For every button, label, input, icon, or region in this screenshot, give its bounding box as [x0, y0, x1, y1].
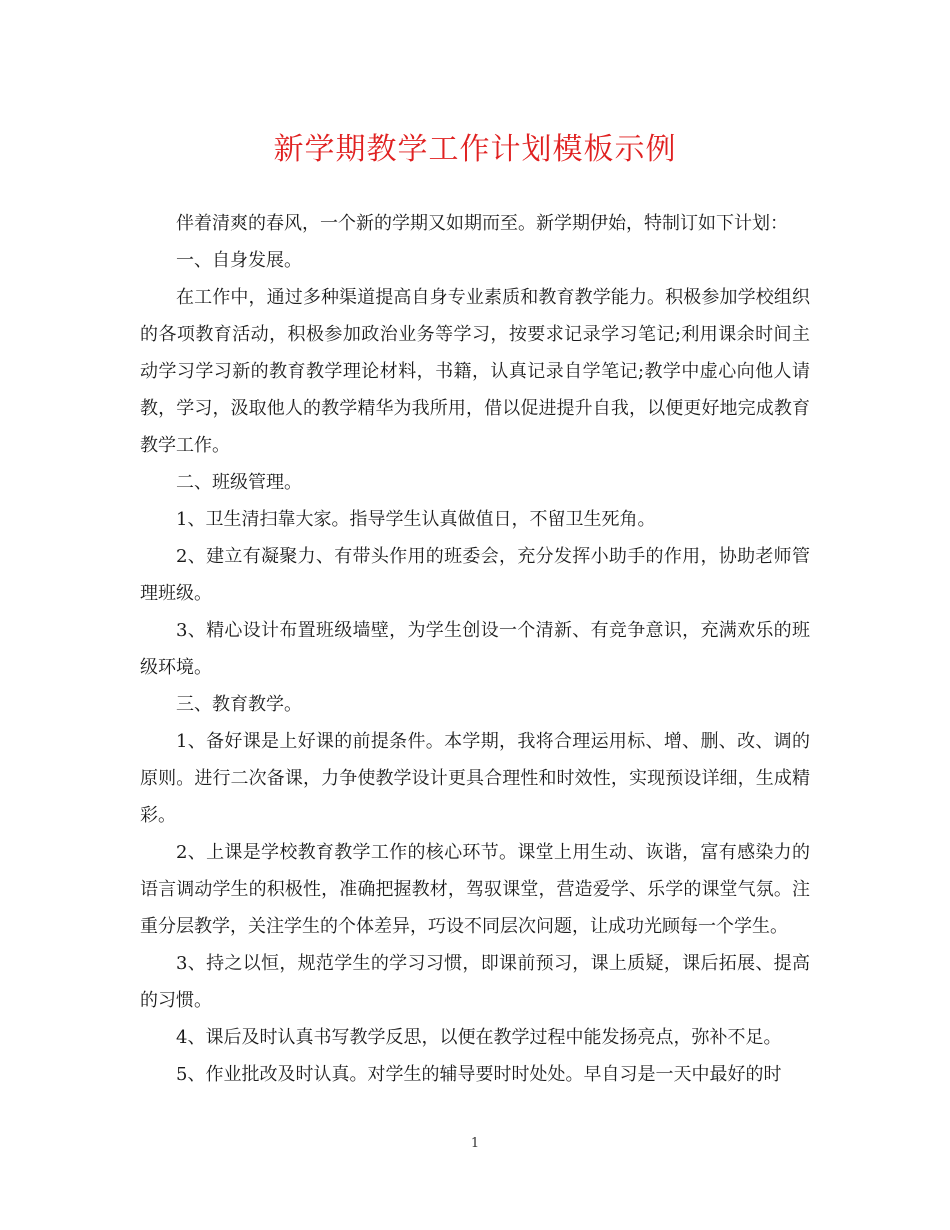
list-item-class-1: 1、卫生清扫靠大家。指导学生认真做值日，不留卫生死角。 [176, 509, 656, 530]
paragraph-intro: 伴着清爽的春风，一个新的学期又如期而至。新学期伊始，特制订如下计划： [176, 213, 788, 234]
list-item-teaching-5: 5、作业批改及时认真。对学生的辅导要时时处处。早自习是一天中最好的时 [176, 1064, 782, 1085]
document-body [140, 205, 810, 1093]
section-heading-teaching: 三、教育教学。 [176, 694, 302, 715]
document-title: 新学期教学工作计划模板示例 [273, 132, 677, 167]
paragraph-self-development: 在工作中，通过多种渠道提高自身专业素质和教育教学能力。积极参加学校组织的各项教育活动，积极参加政治业务等学习，按要求记录学习笔记;利用课余时间主动学习学习新的教育教学理论材料，书籍，认真记录自学笔记;教学中虚心向他人请教，学习，汲取他人的教学精华为我所用，借以促进提升自我，以便更好地完成教育教学工作。 [140, 287, 810, 456]
section-heading-self-development: 一、自身发展。 [176, 250, 302, 271]
list-item-teaching-3: 3、持之以恒，规范学生的学习习惯，即课前预习，课上质疑，课后拓展、提高的习惯。 [140, 953, 810, 1011]
section-heading-class-management: 二、班级管理。 [176, 472, 302, 493]
list-item-teaching-1: 1、备好课是上好课的前提条件。本学期，我将合理运用标、增、删、改、调的原则。进行二次备课，力争使教学设计更具合理性和时效性，实现预设详细，生成精彩。 [140, 731, 810, 826]
list-item-teaching-4: 4、课后及时认真书写教学反思，以便在教学过程中能发扬亮点，弥补不足。 [176, 1027, 782, 1048]
list-item-class-2: 2、建立有凝聚力、有带头作用的班委会，充分发挥小助手的作用，协助老师管理班级。 [140, 546, 810, 604]
list-item-teaching-2: 2、上课是学校教育教学工作的核心环节。课堂上用生动、诙谐，富有感染力的语言调动学生的积极性，准确把握教材，驾驭课堂，营造爱学、乐学的课堂气氛。注重分层教学，关注学生的个体差异，巧设不同层次问题，让成功光顾每一个学生。 [140, 842, 810, 937]
list-item-class-3: 3、精心设计布置班级墙壁，为学生创设一个清新、有竞争意识，充满欢乐的班级环境。 [140, 620, 810, 678]
page-number: 1 [470, 1136, 480, 1151]
